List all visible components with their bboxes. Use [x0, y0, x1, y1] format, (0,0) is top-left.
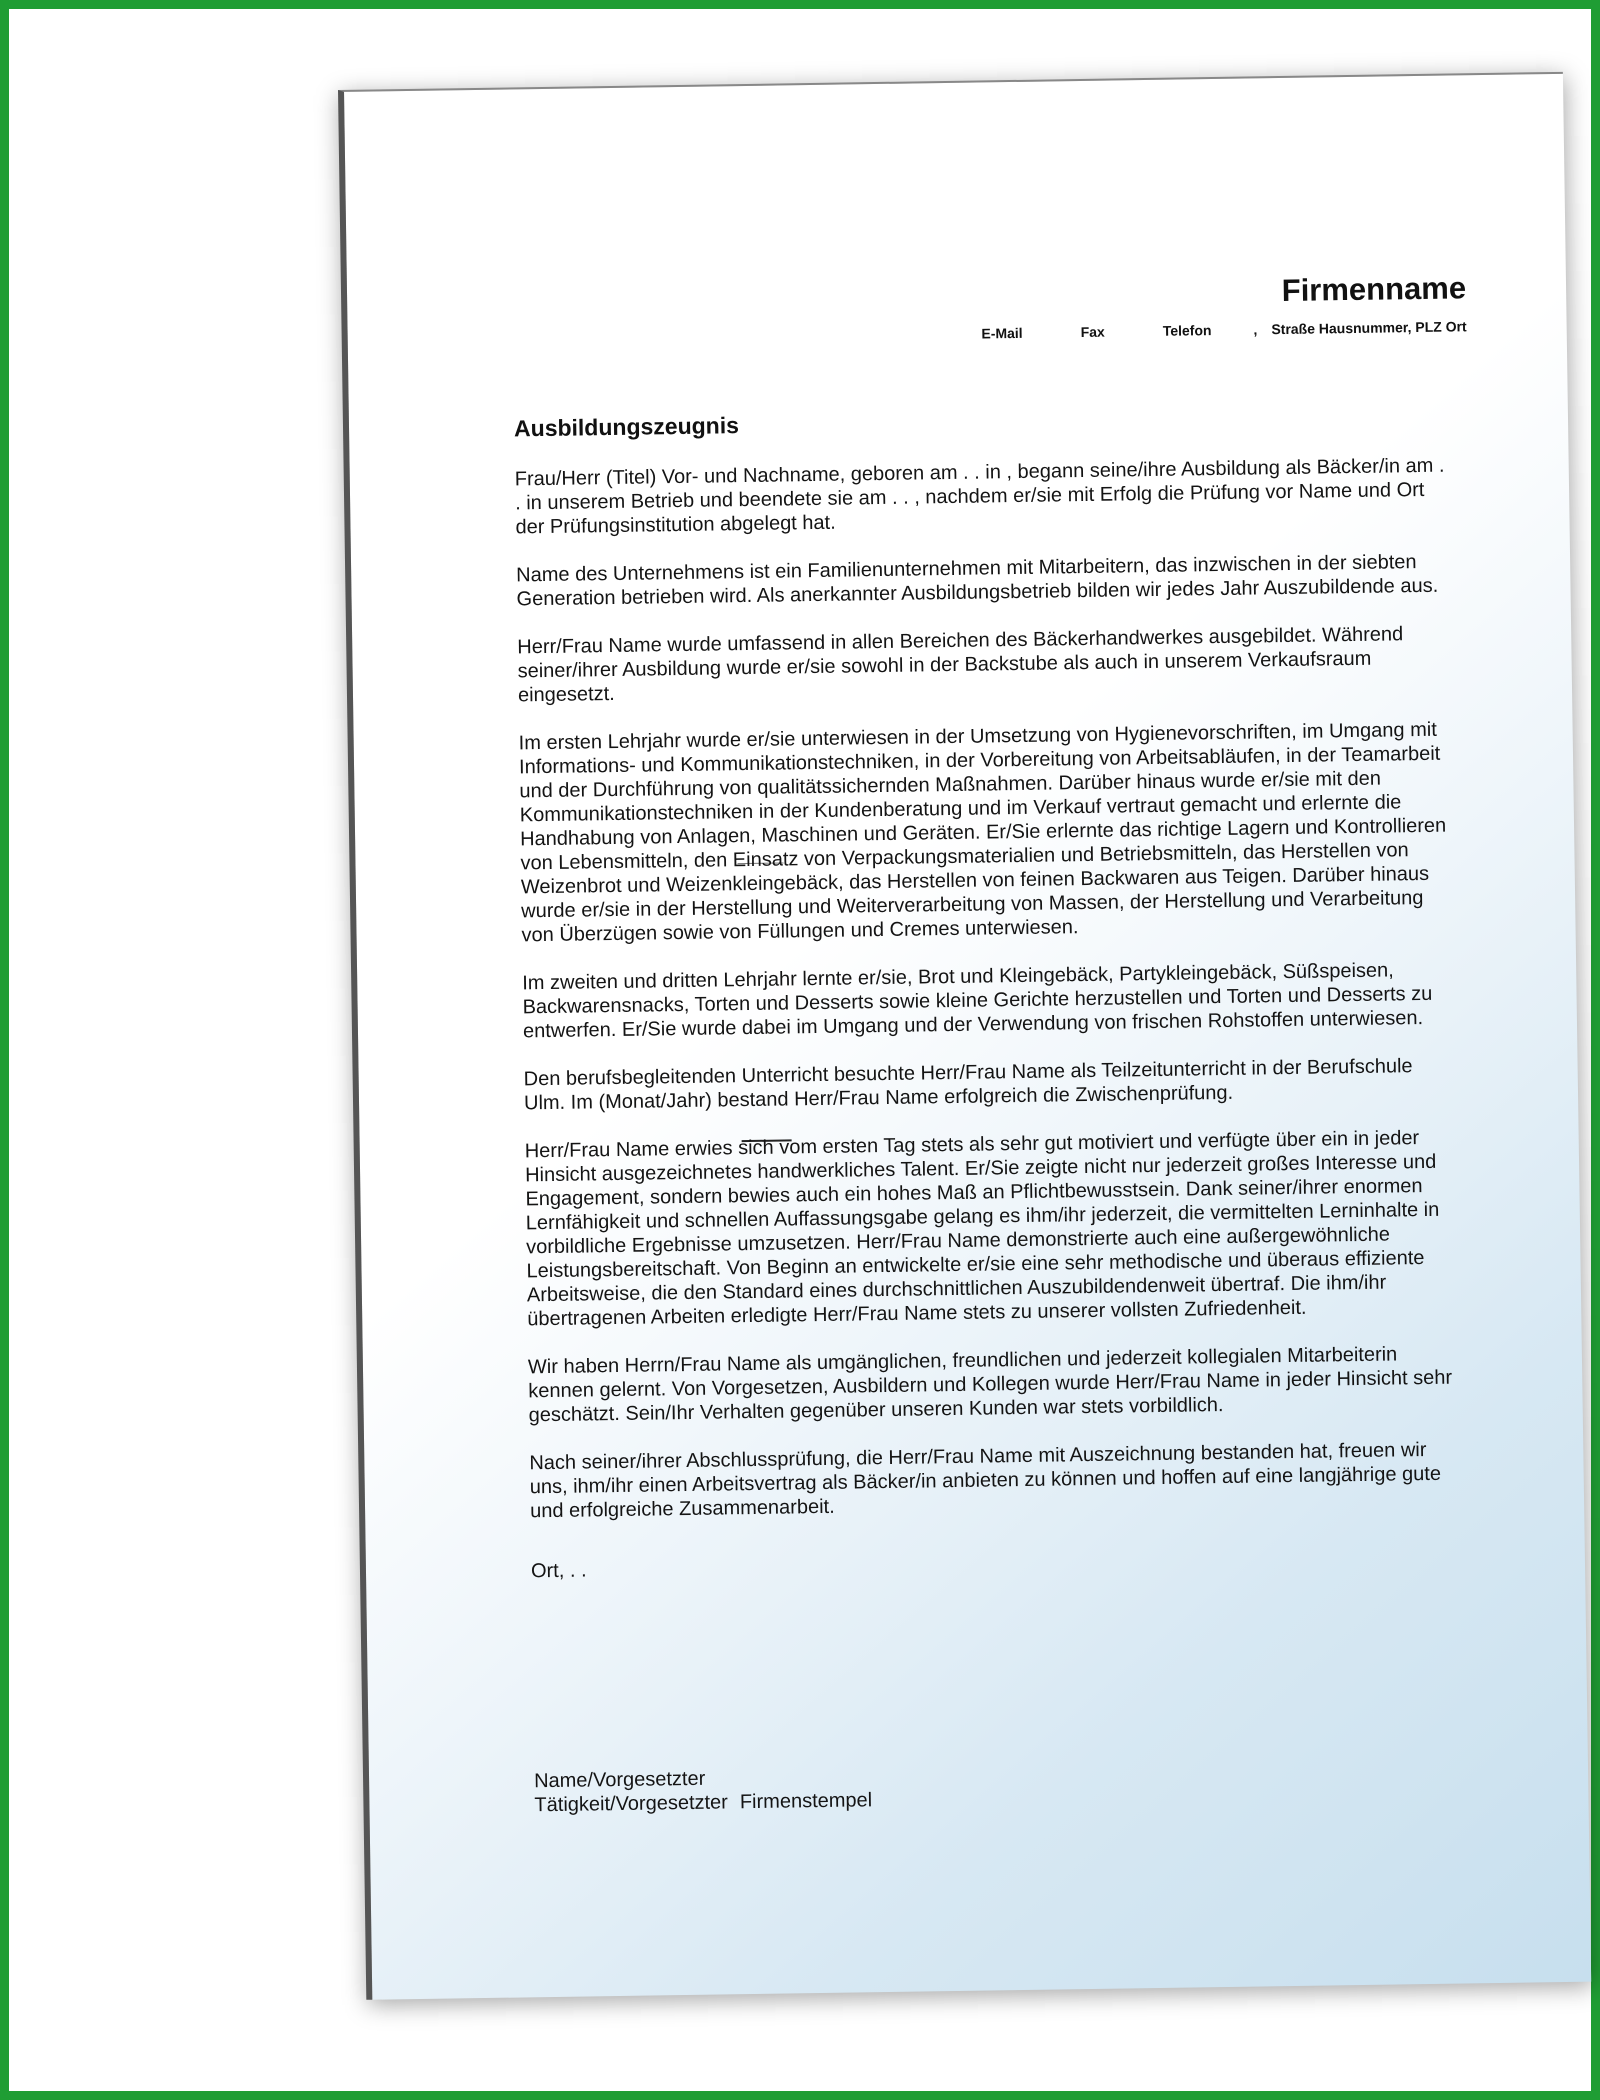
- signature-role: Tätigkeit/Vorgesetzter: [534, 1791, 729, 1817]
- document-title: Ausbildungszeugnis: [513, 412, 740, 442]
- company-stamp: Firmenstempel: [739, 1789, 873, 1814]
- contact-separator: ,: [1253, 321, 1258, 338]
- document-body: [515, 454, 1462, 1608]
- paragraph-training-scope: Herr/Frau Name wurde umfassend in allen Bereichen des Bäckerhandwerkes ausgebildet. Während seiner/ihrer Ausbildung wurde er/sie sowohl in der Backstube als auch in unserem Verkaufsraum eingesetzt.: [517, 623, 1404, 707]
- place-date: Ort, . .: [530, 1559, 587, 1583]
- phone-label: Telefon: [1162, 322, 1212, 339]
- paragraph-personal-data: Frau/Herr (Titel) Vor- und Nachname, geboren am . . in , begann seine/ihre Ausbildung als Bäcker/in am . . in unserem Betrieb und beendete sie am . . , nachdem er/sie mit Erfolg die Prüfung vor Name und Ort der Prüfungsinstitution abgelegt hat.: [514, 454, 1445, 539]
- paragraph-conduct: Wir haben Herrn/Frau Name als umgänglichen, freundlichen und jederzeit kollegialen Mitarbeiterin kennen gelernt. Von Vorgesetzen, Ausbildern und Kollegen wurde Herr/Frau Name in jeder Hinsicht sehr geschätzt. Sein/Ihr Verhalten gegenüber unseren Kunden war stets vorbildlich.: [527, 1343, 1453, 1427]
- document-page: [338, 72, 1591, 2000]
- signature-block: [534, 1764, 872, 1817]
- signature-role-line: [534, 1788, 872, 1817]
- paragraph-company: Name des Unternehmens ist ein Familienunternehmen mit Mitarbeitern, das inzwischen in der siebten Generation betrieben wird. Als anerkannter Ausbildungsbetrieb bilden wir jedes Jahr Auszubildende aus.: [516, 551, 1439, 611]
- email-label: E-Mail: [981, 324, 1023, 342]
- paragraph-second-third-year: Im zweiten und dritten Lehrjahr lernte er/sie, Brot und Kleingebäck, Partykleingebäck, Süßspeisen, Backwarensnacks, Torten und Desserts sowie kleine Gerichte herzustellen und Torten und Desserts zu entwerfen. Er/Sie wurde dabei im Umgang und der Verwendung von frischen Rohstoffen unterwiesen.: [522, 959, 1433, 1043]
- address-label: Straße Hausnummer, PLZ Ort: [1271, 318, 1467, 338]
- paragraph-performance: Herr/Frau Name erwies sich vom ersten Tag stets als sehr gut motiviert und verfügte über ein in jeder Hinsicht ausgezeichnetes handwerkliches Talent. Er/Sie zeigte nicht nur jederzeit großes Interesse und Engagement, sondern bewies auch ein hohes Maß an Pflichtbewusstsein. Dank seiner/ihrer enormen Lernfähigkeit und schnellen Auffassungsgabe gelang es ihm/ihr jederzeit, die vermittelten Lerninhalte in vorbildliche Ergebnisse umzusetzen. Herr/Frau Name demonstrierte auch eine außergewöhnliche Leistungsbereitschaft. Von Beginn an entwickelte er/sie eine sehr methodische und überaus effiziente Arbeitsweise, die den Standard eines durchschnittlichen Auszubildendenweit übertraf. Die ihm/ihr übertragenen Arbeiten erledigte Herr/Frau Name stets zu unserer vollsten Zufriedenheit.: [524, 1127, 1440, 1331]
- paragraph-first-year: Im ersten Lehrjahr wurde er/sie unterwiesen in der Umsetzung von Hygienevorschriften, im Umgang mit Informations- und Kommunikationstechniken, in der Vorbereitung von Arbeitsabläufen, in der Teamarbeit und der Durchführung von qualitätssichernden Maßnahmen. Darüber hinaus wurde er/sie mit den Kommunikationstechniken in der Kundenberatung und im Verkauf vertraut gemacht und erlernte die Handhabung von Anlagen, Maschinen und Geräten. Er/Sie erlernte das richtige Lagern und Kontrollieren von Lebensmitteln, den Einsatz von Verpackungsmaterialien und Betriebsmitteln, das Herstellen von Weizenbrot und Weizenkleingebäck, das Herstellen von feinen Backwaren aus Teigen. Darüber hinaus wurde er/sie in der Herstellung und Weiterverarbeitung von Massen, der Herstellung und Verarbeitung von Überzügen sowie von Füllungen und Cremes unterwiesen.: [518, 718, 1447, 947]
- paragraph-school: Den berufsbegleitenden Unterricht besuchte Herr/Frau Name als Teilzeitunterricht in der Berufschule Ulm. Im (Monat/Jahr) bestand Herr/Frau Name erfolgreich die Zwischenprüfung.: [523, 1055, 1413, 1115]
- fax-label: Fax: [1080, 323, 1105, 341]
- paragraph-closing: Nach seiner/ihrer Abschlussprüfung, die Herr/Frau Name mit Auszeichnung bestanden hat, freuen wir uns, ihm/ihr einen Arbeitsvertrag als Bäcker/in anbieten zu können und hoffen auf eine langjährige gute und erfolgreiche Zusammenarbeit.: [529, 1439, 1442, 1523]
- company-name: Firmenname: [1281, 270, 1467, 309]
- signature-name: Name/Vorgesetzter: [533, 1767, 706, 1793]
- contact-line: [923, 318, 1466, 342]
